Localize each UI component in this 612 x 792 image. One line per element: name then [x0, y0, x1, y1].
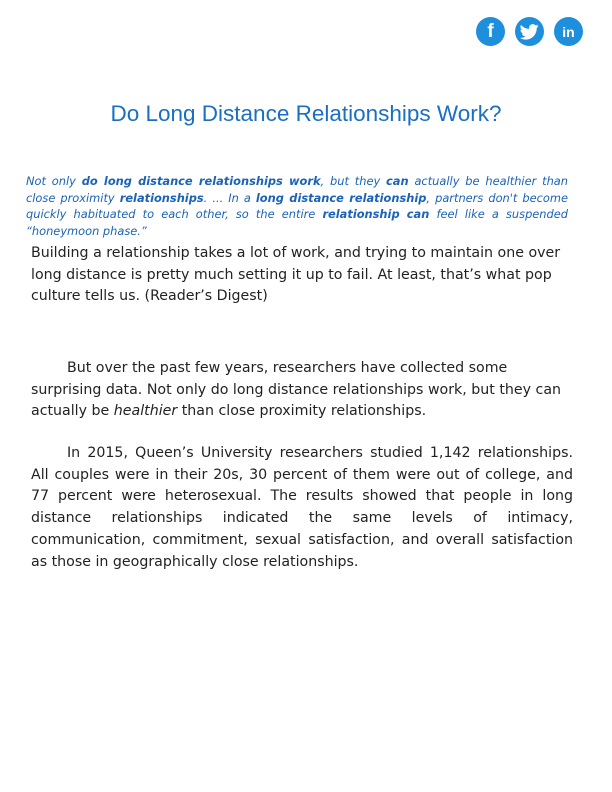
social-share-bar [476, 17, 583, 46]
twitter-share-button[interactable] [515, 17, 544, 46]
body-paragraph-3: In 2015, Queen’s University researchers studied 1,142 relationships. All couples were in their 20s, 30 percent of them were out of college, and 77 percent were heterosexual. The results showed that people in long distance relationships indicated the same levels of intimacy, communication, commitment, sexual satisfaction, and overall satisfaction as those in geographically close relationships. [31, 445, 573, 570]
intro-snippet: Not only do long distance relationships work, but they can actually be healthier than close proximity relationships. ... In a long distance relationship, partners don't become quickly habituated to each other, so the entire relationship can feel like a suspended “honeymoon phase.” [26, 174, 569, 238]
page-title: Do Long Distance Relationships Work? [110, 101, 502, 126]
linkedin-icon: in [562, 23, 575, 40]
twitter-bird-icon [520, 24, 539, 40]
body-paragraph-2: But over the past few years, researchers have collected some surprising data. Not only do long distance relationships work, but they can actually be healthier than close proximity relationships. [31, 360, 562, 420]
body-paragraph-1: Building a relationship takes a lot of work, and trying to maintain one over long distance is pretty much setting it up to fail. At least, that’s what pop culture tells us. (Reader’s Digest) [31, 245, 561, 305]
facebook-icon: f [487, 21, 494, 42]
facebook-share-button[interactable] [476, 17, 505, 46]
emphasis-healthier: healthier [113, 403, 178, 420]
linkedin-share-button[interactable] [554, 17, 583, 46]
